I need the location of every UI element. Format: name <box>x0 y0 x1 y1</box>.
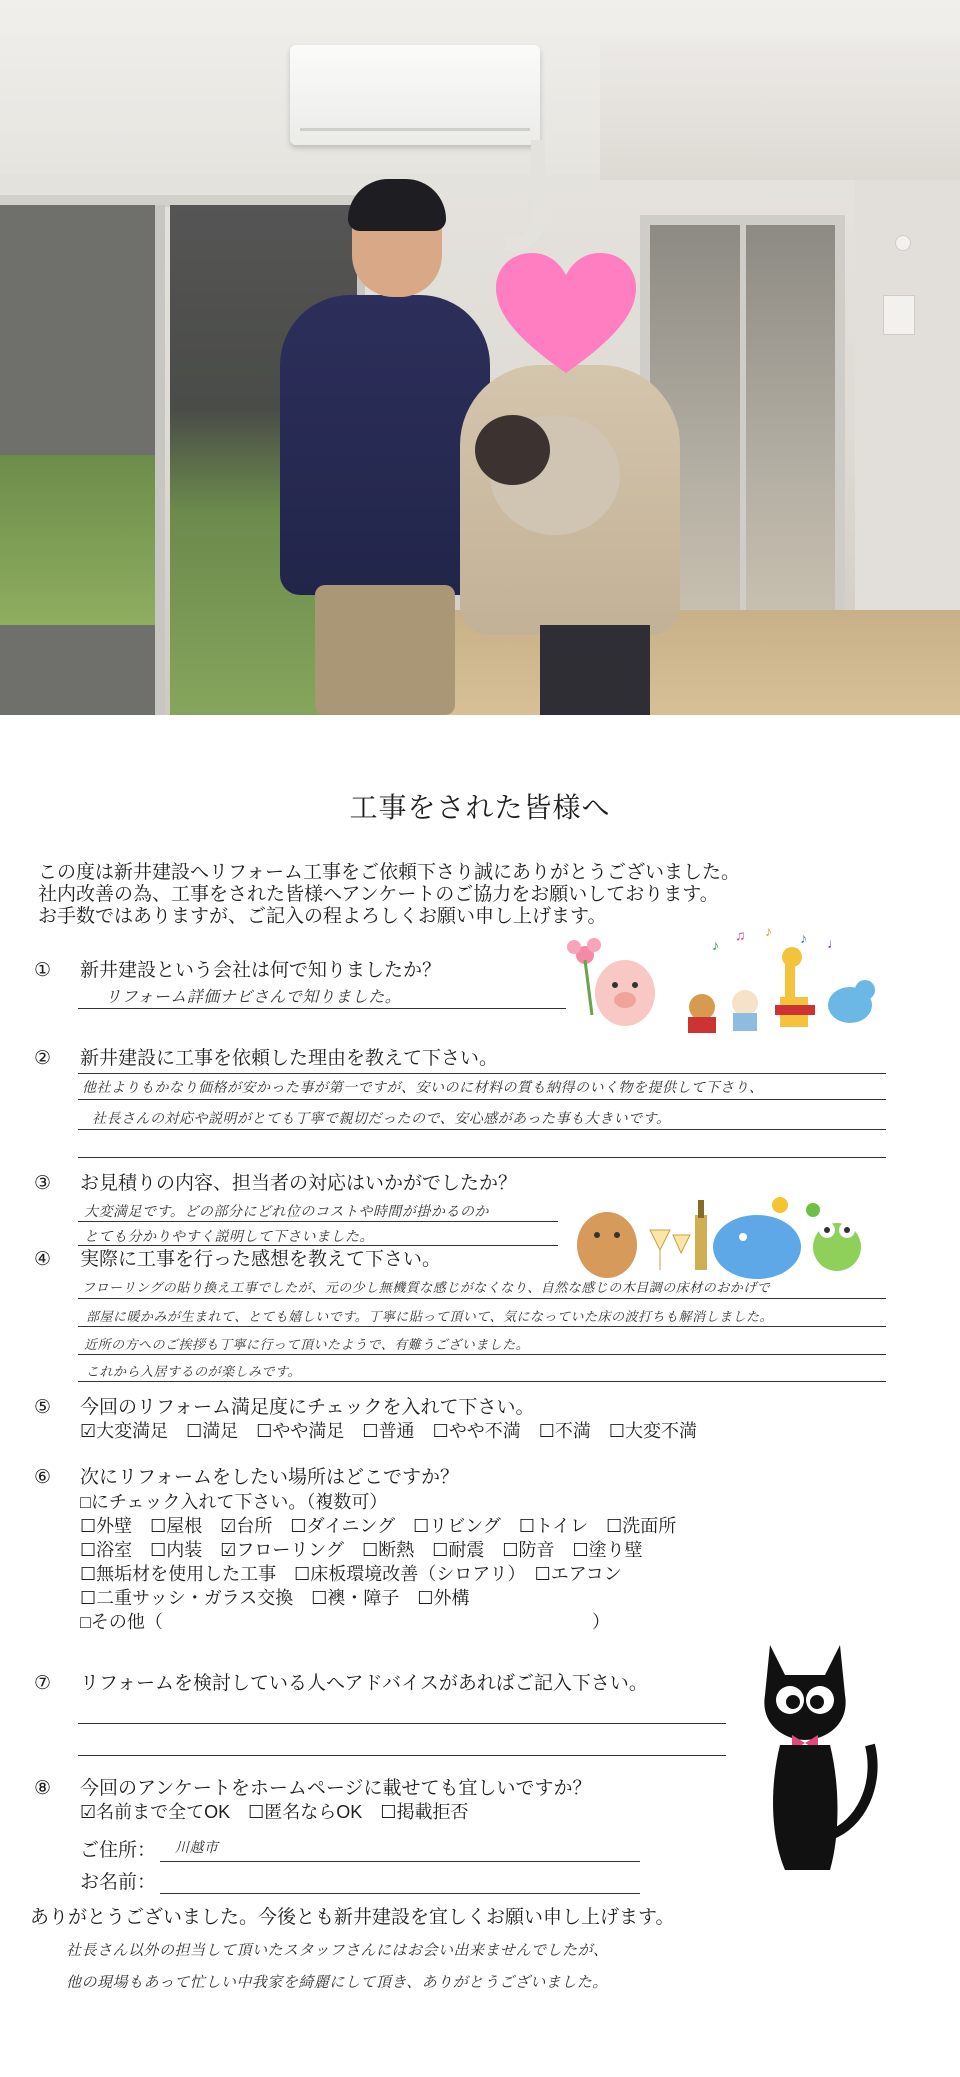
q2-answer-line-2: 社長さんの対応や説明がとても丁寧で親切だったので、安心感があった事も大きいです。 <box>92 1111 671 1127</box>
checkbox-exterior[interactable]: ☐ 外構 <box>417 1588 469 1608</box>
aircon-pipe <box>505 140 545 250</box>
survey-form <box>0 715 960 2077</box>
q7-line-1[interactable] <box>78 1723 726 1724</box>
q7-number: ⑦ <box>34 1673 52 1694</box>
closing-message: ありがとうございました。今後とも新井建設を宜しくお願い申し上げます。 <box>30 1907 675 1928</box>
music-note-icon: ♪ <box>800 930 807 946</box>
q8-question: 今回のアンケートをホームページに載せても宜しいですか？ <box>80 1778 592 1799</box>
q6-row-2 <box>80 1539 643 1561</box>
man-figure <box>270 185 490 715</box>
q4-question: 実際に工事を行った感想を教えて下さい。 <box>80 1249 442 1270</box>
address-value: 川越市 <box>175 1840 219 1856</box>
checkbox-very-satisfied[interactable]: ☑ 大変満足 <box>80 1421 168 1441</box>
form-title: 工事をされた皆様へ <box>349 792 611 823</box>
intro-line-1: この度は新井建設へリフォーム工事をご依頼下さり誠にありがとうございました。 <box>38 862 741 883</box>
music-note-icon: ♪ <box>712 937 719 953</box>
q2-line-2 <box>78 1129 886 1130</box>
air-conditioner <box>290 45 540 145</box>
q5-number: ⑤ <box>34 1397 52 1418</box>
closing-handwritten-line-2: 他の現場もあって忙しい中我家を綺麗にして頂き、ありがとうございました。 <box>66 1973 608 1991</box>
checkbox-plaster-wall[interactable]: ☐ 塗り壁 <box>572 1540 642 1560</box>
q3-question: お見積りの内容、担当者の対応はいかがでしたか？ <box>80 1173 518 1194</box>
q2-question: 新井建設に工事を依頼した理由を教えて下さい。 <box>80 1048 499 1069</box>
checkbox-termite[interactable]: ☐ 床板環境改善（シロアリ） <box>294 1564 516 1584</box>
checkbox-roof[interactable]: ☐ 屋根 <box>150 1516 202 1536</box>
checkbox-kitchen[interactable]: ☑ 台所 <box>220 1516 272 1536</box>
checkbox-dining[interactable]: ☐ ダイニング <box>290 1516 395 1536</box>
q4-answer-line-4: これから入居するのが楽しみです。 <box>86 1365 301 1380</box>
q1-answer-line <box>78 1008 566 1009</box>
q6-row-1 <box>80 1515 676 1537</box>
checkbox-anonymous-ok[interactable]: ☐ 匿名ならOK <box>248 1802 362 1822</box>
q2-line-0 <box>78 1073 886 1074</box>
checkbox-interior[interactable]: ☐ 内装 <box>150 1540 202 1560</box>
name-label: お名前： <box>80 1872 157 1893</box>
q4-line-4 <box>78 1381 886 1382</box>
q6-other-close: ） <box>592 1612 610 1632</box>
q7-line-2[interactable] <box>78 1755 726 1756</box>
checkbox-solid-wood[interactable]: ☐ 無垢材を使用した工事 <box>80 1564 276 1584</box>
music-note-icon: ♪ <box>765 923 772 939</box>
q6-row-3 <box>80 1563 622 1585</box>
q3-answer-line-1: 大変満足です。どの部分にどれ位のコストや時間が掛かるのか <box>84 1204 489 1220</box>
q5-options <box>80 1420 697 1442</box>
checkbox-somewhat-dissatisfied[interactable]: ☐ やや不満 <box>433 1421 521 1441</box>
q2-line-1 <box>78 1099 886 1100</box>
q4-answer-line-3: 近所の方へのご挨拶も丁寧に行って頂いたようで、有難うございました。 <box>84 1338 530 1353</box>
music-note-icon: ♩ <box>827 935 841 951</box>
q6-question: 次にリフォームをしたい場所はどこですか？ <box>80 1467 460 1488</box>
q3-line-1 <box>78 1221 558 1222</box>
q4-line-2 <box>78 1326 886 1327</box>
heart-icon <box>496 253 636 378</box>
q8-number: ⑧ <box>34 1778 52 1799</box>
q2-answer-line-1: 他社よりもかなり価格が安かった事が第一ですが、安いのに材料の質も納得のいく物を提供して下さり、 <box>82 1080 764 1096</box>
window-left <box>0 205 165 715</box>
music-note-icon: ♫ <box>735 927 746 943</box>
q1-answer: リフォーム詳価ナビさんで知りました。 <box>105 987 402 1006</box>
address-label: ご住所： <box>80 1840 157 1861</box>
q6-row-4 <box>80 1587 470 1609</box>
q6-number: ⑥ <box>34 1467 52 1488</box>
checkbox-fusuma-shoji[interactable]: ☐ 襖・障子 <box>311 1588 399 1608</box>
checkbox-exterior-wall[interactable]: ☐ 外壁 <box>80 1516 132 1536</box>
closing-handwritten-line-1: 社長さん以外の担当して頂いたスタッフさんにはお会い出来ませんでしたが、 <box>66 1941 609 1959</box>
checkbox-neutral[interactable]: ☐ 普通 <box>362 1421 414 1441</box>
checkbox-name-ok[interactable]: ☑ 名前まで全てOK <box>80 1802 230 1822</box>
q4-number: ④ <box>34 1249 52 1270</box>
checkbox-double-sash[interactable]: ☐ 二重サッシ・ガラス交換 <box>80 1588 293 1608</box>
wall-sensor <box>895 235 911 251</box>
checkbox-washroom[interactable]: ☐ 洗面所 <box>606 1516 676 1536</box>
q7-question: リフォームを検討している人へアドバイスがあればご記入下さい。 <box>80 1673 648 1694</box>
q3-line-2 <box>78 1245 558 1246</box>
q6-instruction: □にチェック入れて下さい。（複数可） <box>80 1492 388 1512</box>
address-line[interactable] <box>160 1861 640 1862</box>
q2-number: ② <box>34 1048 52 1069</box>
checkbox-aircon[interactable]: ☐ エアコン <box>535 1564 622 1584</box>
q6-other-open[interactable]: □その他（ <box>80 1612 163 1632</box>
checkbox-soundproof[interactable]: ☐ 防音 <box>502 1540 554 1560</box>
q3-number: ③ <box>34 1173 52 1194</box>
checkbox-somewhat-satisfied[interactable]: ☐ やや満足 <box>256 1421 344 1441</box>
q4-line-3 <box>78 1354 886 1355</box>
q2-line-3 <box>78 1157 886 1158</box>
q4-line-1 <box>78 1298 886 1299</box>
checkbox-dissatisfied[interactable]: ☐ 不満 <box>539 1421 591 1441</box>
checkbox-decline[interactable]: ☐ 掲載拒否 <box>380 1802 468 1822</box>
animal-party-illustration <box>575 1175 885 1285</box>
checkbox-very-dissatisfied[interactable]: ☐ 大変不満 <box>609 1421 697 1441</box>
q5-question: 今回のリフォーム満足度にチェックを入れて下さい。 <box>80 1397 535 1418</box>
customer-photo <box>0 0 960 715</box>
q3-answer-line-2: とても分かりやすく説明して下さいました。 <box>84 1229 374 1245</box>
checkbox-insulation[interactable]: ☐ 断熱 <box>362 1540 414 1560</box>
wall-switch <box>883 295 915 335</box>
q8-options <box>80 1801 468 1823</box>
checkbox-toilet[interactable]: ☐ トイレ <box>519 1516 588 1536</box>
intro-line-3: お手数ではありますが、ご記入の程よろしくお願い申し上げます。 <box>38 906 607 927</box>
ceiling-beam <box>600 40 960 180</box>
checkbox-satisfied[interactable]: ☐ 満足 <box>186 1421 238 1441</box>
checkbox-living[interactable]: ☐ リビング <box>413 1516 501 1536</box>
intro-line-2: 社内改善の為、工事をされた皆様へアンケートのご協力をお願いしております。 <box>38 884 719 905</box>
black-cat-illustration <box>730 1635 890 1885</box>
q1-number: ① <box>34 960 52 981</box>
checkbox-flooring[interactable]: ☑ フローリング <box>220 1540 344 1560</box>
q1-question: 新井建設という会社は何で知りましたか？ <box>80 960 442 981</box>
name-line[interactable] <box>160 1893 640 1894</box>
checkbox-bathroom[interactable]: ☐ 浴室 <box>80 1540 132 1560</box>
q4-answer-line-1: フローリングの貼り換え工事でしたが、元の少し無機質な感じがなくなり、自然な感じの木目調の床材のおかげで <box>82 1281 771 1296</box>
q4-answer-line-2: 部屋に暖かみが生まれて、とても嬉しいです。丁寧に貼って頂いて、気になっていた床の波打ちも解消しました。 <box>86 1310 773 1325</box>
checkbox-seismic[interactable]: ☐ 耐震 <box>432 1540 484 1560</box>
